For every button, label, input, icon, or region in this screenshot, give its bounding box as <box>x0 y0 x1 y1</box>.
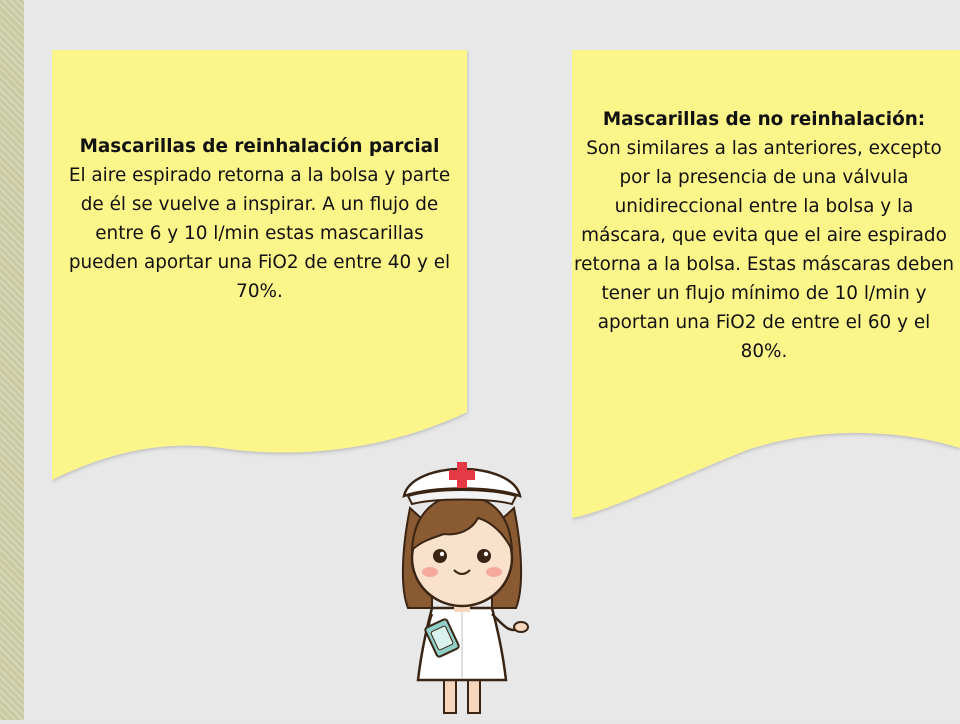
note-left-title: Mascarillas de reinhalación parcial <box>79 136 440 157</box>
note-non-rebreathing <box>572 50 960 530</box>
note-right-text <box>572 105 956 366</box>
nurse-icon <box>392 438 532 720</box>
decorative-side-strip <box>0 0 24 720</box>
nurse-illustration <box>392 438 532 720</box>
note-partial-rebreathing <box>52 50 467 500</box>
note-right-title: Mascarillas de no reinhalación: <box>602 109 926 130</box>
note-left-text <box>62 132 457 306</box>
note-right-body: Son similares a las anteriores, excepto por la presencia de una válvula unidireccional entre la bolsa y la máscara, que evita que el aire espirado retorna a la bolsa. Estas máscaras deben tener un flujo mínimo de 10 l/min y aportan una FiO2 de entre el 60 y el 80%. <box>573 138 954 362</box>
note-left-body: El aire espirado retorna a la bolsa y parte de él se vuelve a inspirar. A un flujo de entre 6 y 10 l/min estas mascarillas pueden aportar una FiO2 de entre 40 y el 70%. <box>68 165 451 302</box>
